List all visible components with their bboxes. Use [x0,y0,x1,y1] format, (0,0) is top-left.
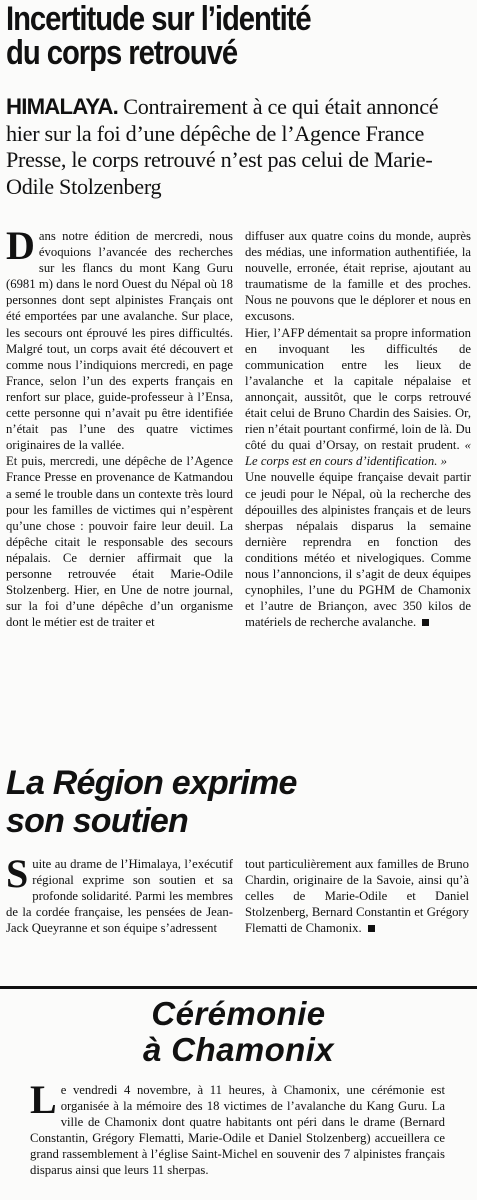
article-lead [6,94,472,200]
headline-line: du corps retrouvé [6,34,238,72]
end-mark-icon [368,925,375,932]
headline-ceremonie [0,996,477,1068]
paragraph [245,856,469,936]
headline-line: à Chamonix [142,1031,335,1068]
paragraph-text: Une nouvelle équipe française devait partir ce jeudi pour le Népal, où la recherche des dépouilles des alpinistes français et de leurs sherpas népalais disparus la semaine dernière reprendra en fonction des conditions météo et nivelogiques. Comme nous l’annoncions, il s’agit de deux équipes cynophiles, l’une du PGHM de Chamonix et l’autre de Briançon, avec 350 kilos de matériels de recherche avalanche. [245,470,471,630]
headline-line: Incertitude sur l’identité [6,0,311,38]
paragraph-text: e vendredi 4 novembre, à 11 heures, à Chamonix, une cérémonie est organisée à la mémoire des 18 victimes de l’avalanche du Kang Guru. La ville de Chamonix dont quatre habitants ont péri dans le drame (Bernard Constantin, Grégory Flematti, Marie-Odile et Daniel Stolzenberg) accueillera ce grand rassemblement à l’église Saint-Michel en souvenir des 7 alpinistes français disparus ainsi que leurs 11 sherpas. [30,1083,445,1178]
headline-identite [6,2,470,70]
headline-line: La Région exprime [6,764,297,802]
drop-cap: D [6,223,35,268]
article3-body [30,1077,445,1179]
lead-text: Contrairement à ce qui était annoncé hier sur la foi d’une dépêche de l’Agence France Presse, le corps retrouvé n’est pas celui de Marie-Odile Stolzenberg [6,94,439,199]
article1-column-2 [245,228,471,630]
paragraph [6,223,233,453]
kicker: HIMALAYA. [6,94,118,119]
end-mark-icon [422,619,429,626]
section-divider [0,986,477,989]
paragraph [245,325,471,470]
paragraph-text: Hier, l’AFP démentait sa propre information en invoquant les difficultés de communication entre les lieux de l’avalanche et la capitale népalaise et annonçait, aussitôt, que le corps retrouvé était celui de Bruno Chardin des Saisies. Or, rien n’était pourtant confirmé, loin de là. Du côté du quai d’Orsay, on restait prudent. [245,325,471,453]
article2-column-2 [245,856,469,936]
drop-cap: L [30,1077,57,1122]
paragraph-text: uite au drame de l’Himalaya, l’exécutif régional exprime son soutien et sa profonde solidarité. Parmi les membres de la cordée française, les pensées de Jean-Jack Queyranne et son équipe s’adressent [6,857,233,936]
article2-column-1 [6,851,233,936]
paragraph [245,469,471,630]
headline-line: Cérémonie [151,995,326,1032]
headline-line: son soutien [6,802,188,840]
paragraph [6,851,233,936]
quote: « Le corps est en cours d’identification. » [245,438,472,469]
drop-cap: S [6,851,29,896]
paragraph-text: ans notre édition de mercredi, nous évoquions l’avancée des recherches sur les flancs du mont Kang Guru (6981 m) dans le nord Ouest du Népal où 18 personnes dont sept alpinistes Français ont été emportées par une avalanche. Sur place, les secours ont éprouvé les pires difficultés. Malgré tout, un corps avait été découvert et comme nous l’indiquions mercredi, en page France, selon l’un des experts français en renfort sur place, guide-professeur à l’Ensa, cette personne qui n’avait pu être identifiée n’était pas l’une des quatre victimes originaires de la vallée. [6,229,233,453]
headline-region [6,764,297,840]
paragraph-text: tout particulièrement aux familles de Bruno Chardin, originaire de la Savoie, ainsi qu’à celles de Marie-Odile et Daniel Stolzenberg, Bernard Constantin et Grégory Flematti de Chamonix. [245,857,469,936]
paragraph [30,1077,445,1179]
paragraph: diffuser aux quatre coins du monde, auprès des médias, une information authentifiée, la nouvelle, erronée, était reprise, ajoutant au traumatisme de la famille et des proches. Nous ne pouvons que le déplorer et nous en excusons. [245,229,471,324]
article1-column-1 [6,223,233,630]
paragraph: Et puis, mercredi, une dépêche de l’Agence France Presse en provenance de Katmandou a semé le trouble dans un contexte très lourd pour les familles de victimes qui n’espèrent qu’une chose : pouvoir faire leur deuil. La dépêche citait le responsable des secours népalais. Ce dernier affirmait que la personne retrouvée était Marie-Odile Stolzenberg. Hier, en Une de notre journal, sur la foi d’une dépêche d’un organisme dont le métier est de traiter et [6,454,233,630]
